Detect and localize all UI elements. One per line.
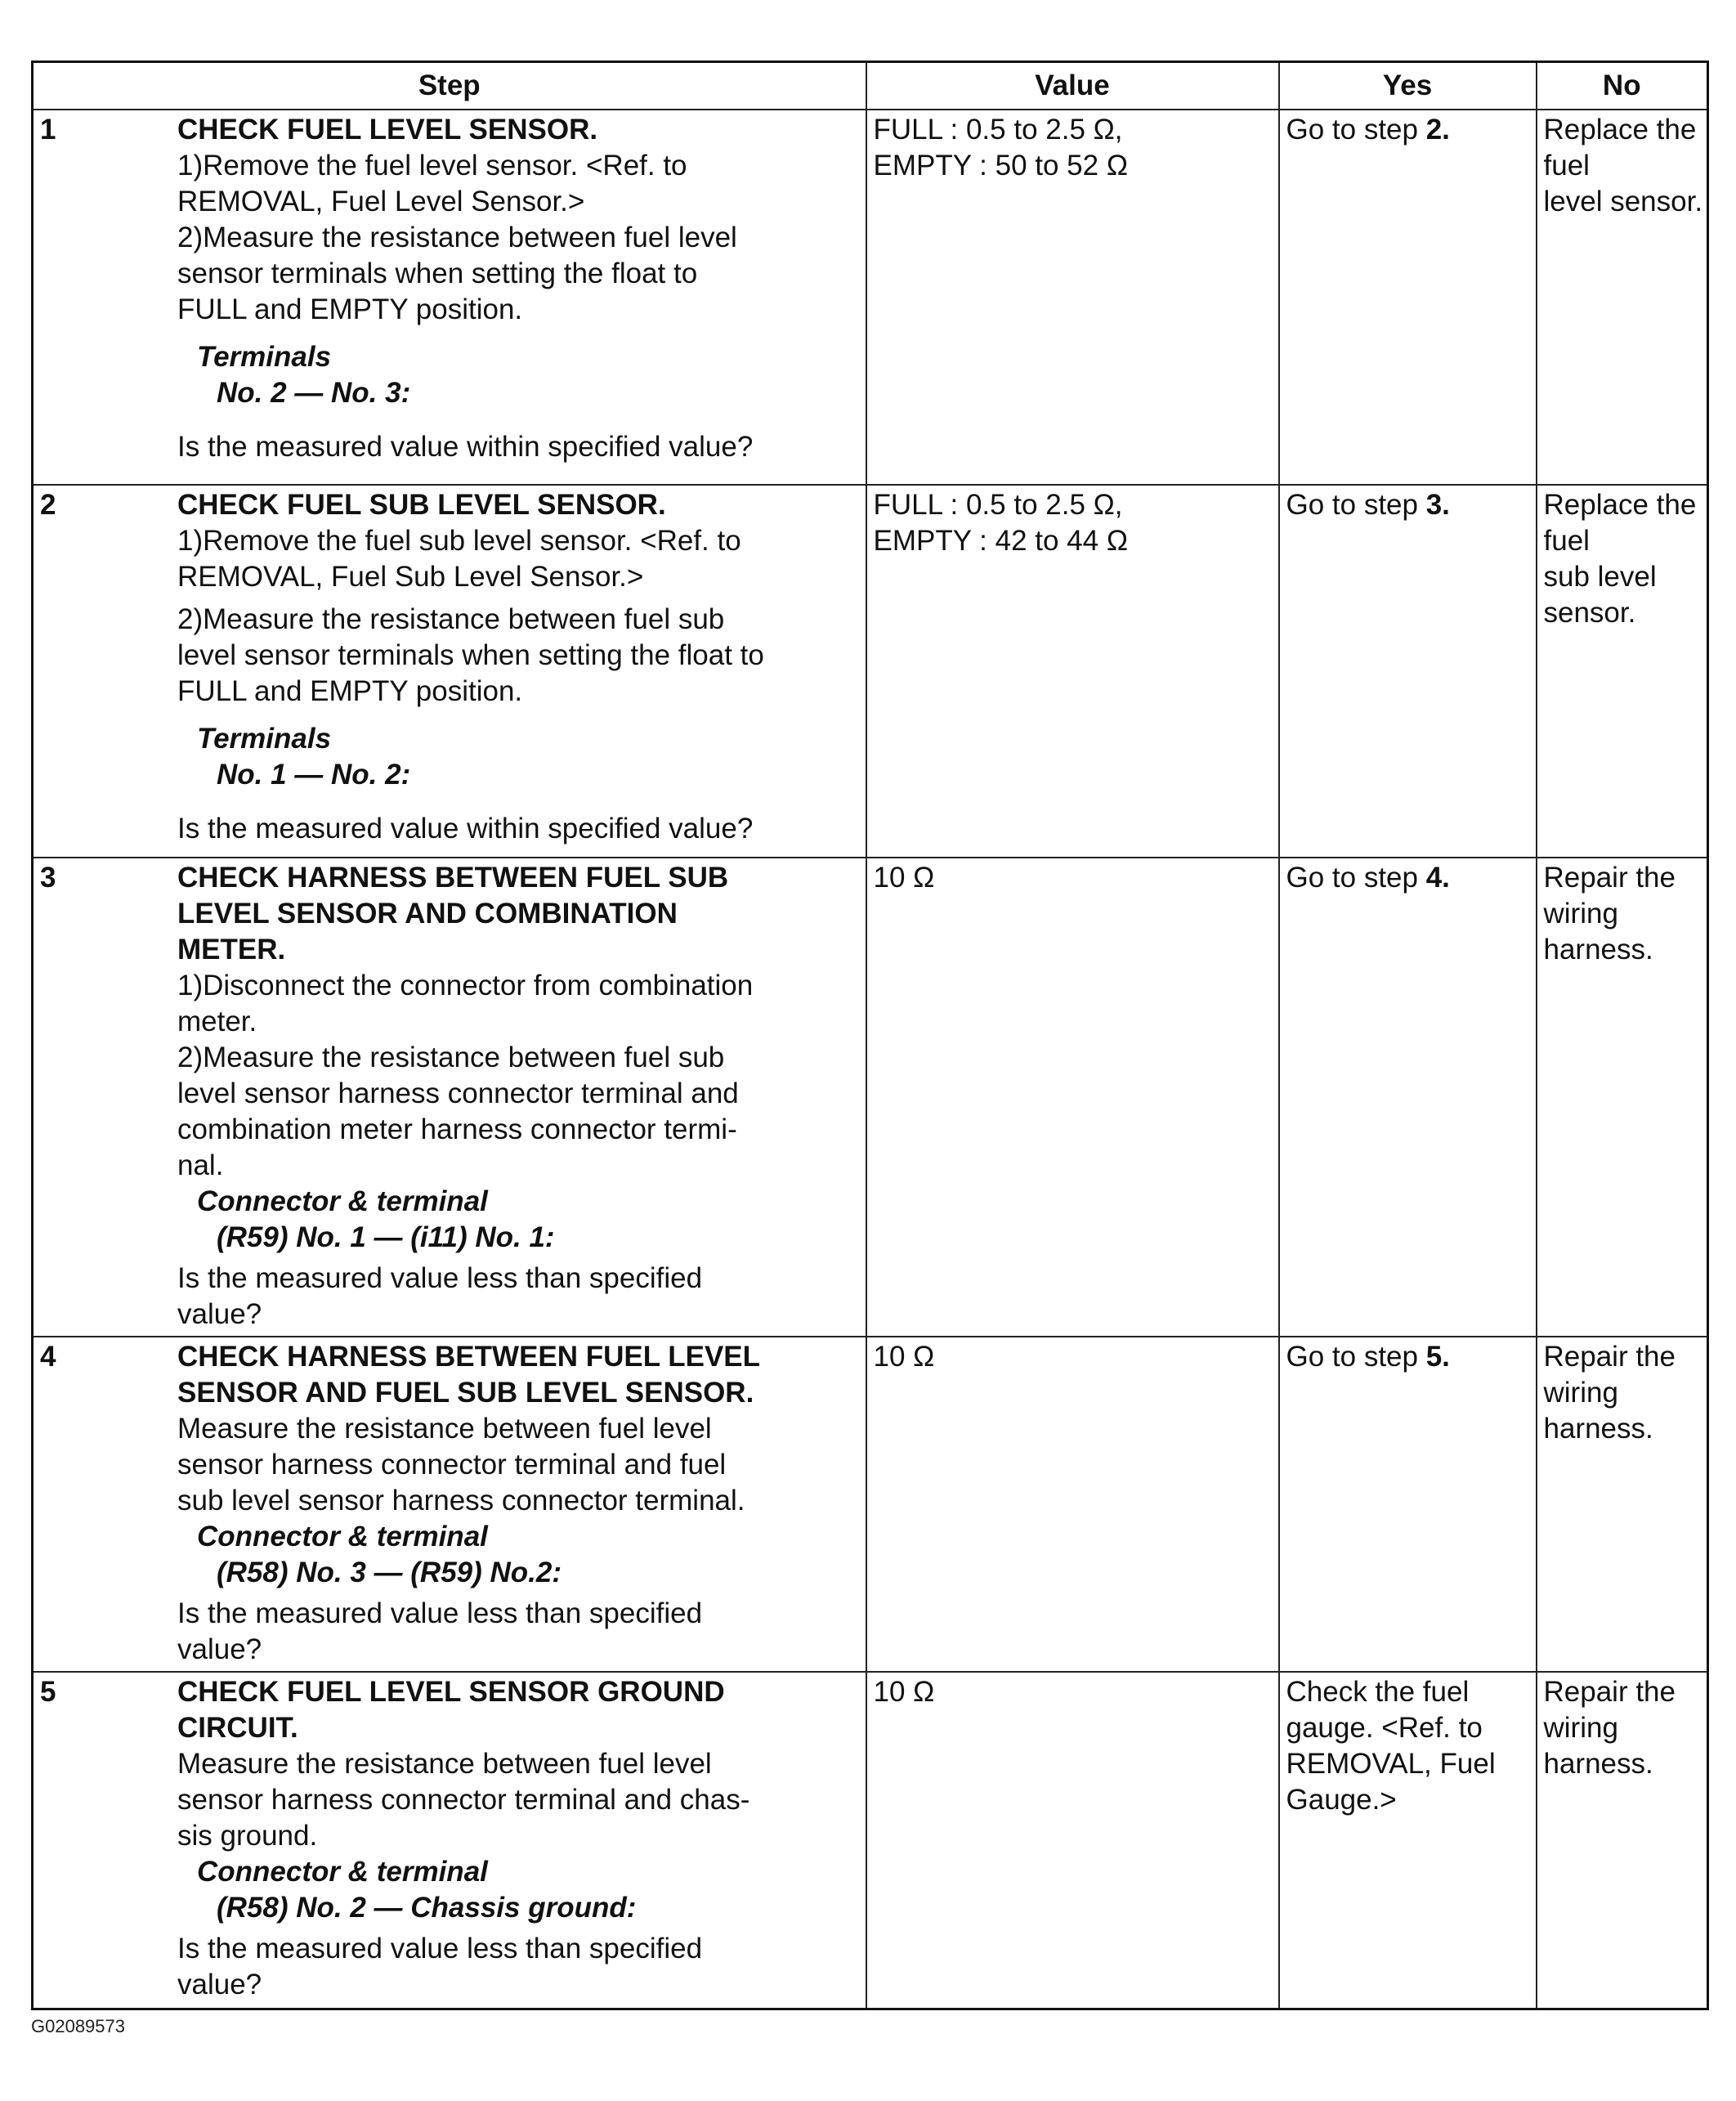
spec-label: Connector & terminal — [197, 1521, 488, 1552]
table-header-row — [33, 62, 1708, 110]
step-question: Is the measured value within specified value? — [177, 431, 754, 463]
no-text: level sensor. — [1543, 186, 1703, 217]
yes-text: Go to step — [1286, 1341, 1426, 1373]
step-text: Measure the resistance between fuel level — [177, 1748, 712, 1780]
no-text: Repair the wiring — [1543, 862, 1676, 930]
yes-step-ref: 3. — [1425, 489, 1450, 521]
step-text: 2)Measure the resistance between fuel level — [177, 222, 737, 253]
step-text: meter. — [177, 1006, 257, 1037]
step-title: CHECK FUEL LEVEL SENSOR. — [177, 114, 598, 146]
yes-step-ref: 5. — [1425, 1341, 1450, 1373]
value-cell — [866, 858, 1279, 1337]
table-row — [33, 485, 1708, 858]
step-question: Is the measured value less than specified — [177, 1597, 703, 1629]
spec-value: No. 1 — No. 2: — [217, 759, 411, 791]
header-step: Step — [33, 62, 866, 110]
step-question: value? — [177, 1969, 262, 2000]
yes-text: Go to step — [1286, 114, 1426, 146]
yes-step-ref: 4. — [1425, 862, 1450, 894]
no-text: harness. — [1543, 1413, 1653, 1445]
yes-cell — [1279, 110, 1537, 485]
spec-label: Connector & terminal — [197, 1856, 488, 1888]
figure-id: G02089573 — [31, 2016, 125, 2036]
spec-label: Connector & terminal — [197, 1185, 488, 1217]
step-text: Measure the resistance between fuel level — [177, 1413, 712, 1445]
yes-text: Check the fuel — [1286, 1676, 1470, 1708]
value-cell — [866, 110, 1279, 485]
step-text: sensor harness connector terminal and chas- — [177, 1784, 750, 1816]
value-text: FULL : 0.5 to 2.5 Ω, — [873, 489, 1123, 521]
step-title: SENSOR AND FUEL SUB LEVEL SENSOR. — [177, 1377, 754, 1409]
step-text: REMOVAL, Fuel Sub Level Sensor.> — [177, 561, 644, 593]
yes-text: Go to step — [1286, 862, 1426, 894]
spec-value: (R58) No. 2 — Chassis ground: — [217, 1892, 637, 1924]
yes-text: gauge. <Ref. to — [1286, 1712, 1483, 1744]
step-cell — [33, 485, 866, 858]
no-cell — [1537, 1672, 1708, 2009]
step-text: sensor terminals when setting the float to — [177, 258, 698, 289]
step-title: METER. — [177, 934, 286, 965]
step-title: CHECK HARNESS BETWEEN FUEL LEVEL — [177, 1341, 761, 1373]
yes-text: REMOVAL, Fuel — [1286, 1748, 1496, 1780]
step-title: CHECK HARNESS BETWEEN FUEL SUB — [177, 862, 729, 894]
step-text: level sensor harness connector terminal and — [177, 1077, 739, 1109]
step-text: sub level sensor harness connector terminal. — [177, 1485, 745, 1516]
step-text: 2)Measure the resistance between fuel sub — [177, 1042, 725, 1073]
step-number: 3 — [40, 862, 56, 894]
no-text: sub level sensor. — [1543, 561, 1657, 629]
step-text: level sensor terminals when setting the float to — [177, 639, 764, 671]
table-row — [33, 110, 1708, 485]
step-title: CIRCUIT. — [177, 1712, 298, 1744]
step-text: 2)Measure the resistance between fuel sub — [177, 603, 725, 635]
step-text: combination meter harness connector termi- — [177, 1113, 737, 1145]
step-text: 1)Remove the fuel level sensor. <Ref. to — [177, 150, 687, 181]
value-cell — [866, 485, 1279, 858]
step-title: CHECK FUEL LEVEL SENSOR GROUND — [177, 1676, 725, 1708]
step-question: Is the measured value less than specified — [177, 1933, 703, 1964]
no-text: Replace the fuel — [1543, 114, 1697, 181]
yes-cell — [1279, 1337, 1537, 1672]
step-text: sis ground. — [177, 1820, 318, 1852]
header-no: No — [1537, 62, 1708, 110]
step-title: LEVEL SENSOR AND COMBINATION — [177, 898, 678, 930]
step-question: Is the measured value less than specified — [177, 1262, 703, 1294]
spec-label: Terminals — [197, 723, 332, 755]
header-value: Value — [866, 62, 1279, 110]
yes-text: Gauge.> — [1286, 1784, 1397, 1816]
step-text: 1)Remove the fuel sub level sensor. <Ref. to — [177, 525, 741, 557]
no-cell — [1537, 485, 1708, 858]
step-text: sensor harness connector terminal and fuel — [177, 1449, 727, 1481]
yes-step-ref: 2. — [1425, 114, 1450, 146]
diagnostic-table — [31, 60, 1709, 2010]
step-text: FULL and EMPTY position. — [177, 293, 523, 325]
table-row — [33, 1337, 1708, 1672]
value-text: EMPTY : 50 to 52 Ω — [873, 150, 1128, 181]
step-title: CHECK FUEL SUB LEVEL SENSOR. — [177, 489, 666, 521]
value-text: 10 Ω — [873, 1676, 935, 1708]
header-yes: Yes — [1279, 62, 1537, 110]
no-text: Repair the wiring — [1543, 1676, 1676, 1744]
no-text: Repair the wiring — [1543, 1341, 1676, 1409]
spec-value: (R58) No. 3 — (R59) No.2: — [217, 1557, 562, 1588]
step-text: nal. — [177, 1149, 224, 1181]
yes-cell — [1279, 485, 1537, 858]
step-text: FULL and EMPTY position. — [177, 675, 523, 707]
step-cell — [33, 858, 866, 1337]
yes-cell — [1279, 1672, 1537, 2009]
no-cell — [1537, 1337, 1708, 1672]
table-row — [33, 1672, 1708, 2009]
no-text: Replace the fuel — [1543, 489, 1697, 557]
step-number: 1 — [40, 114, 56, 146]
spec-value: No. 2 — No. 3: — [217, 377, 411, 409]
step-question: value? — [177, 1298, 262, 1330]
yes-text: Go to step — [1286, 489, 1426, 521]
step-cell — [33, 1672, 866, 2009]
step-text: REMOVAL, Fuel Level Sensor.> — [177, 186, 585, 217]
value-text: FULL : 0.5 to 2.5 Ω, — [873, 114, 1123, 146]
step-text: 1)Disconnect the connector from combination — [177, 970, 754, 1001]
value-text: 10 Ω — [873, 862, 935, 894]
step-question: value? — [177, 1633, 262, 1665]
step-number: 2 — [40, 489, 56, 521]
value-text: 10 Ω — [873, 1341, 935, 1373]
value-cell — [866, 1672, 1279, 2009]
no-text: harness. — [1543, 934, 1653, 965]
spec-label: Terminals — [197, 341, 332, 373]
value-cell — [866, 1337, 1279, 1672]
value-text: EMPTY : 42 to 44 Ω — [873, 525, 1128, 557]
spec-value: (R59) No. 1 — (i11) No. 1: — [217, 1221, 555, 1253]
no-text: harness. — [1543, 1748, 1653, 1780]
yes-cell — [1279, 858, 1537, 1337]
table-row — [33, 858, 1708, 1337]
no-cell — [1537, 110, 1708, 485]
no-cell — [1537, 858, 1708, 1337]
step-cell — [33, 110, 866, 485]
step-number: 4 — [40, 1341, 56, 1373]
step-question: Is the measured value within specified value? — [177, 813, 754, 844]
step-cell — [33, 1337, 866, 1672]
step-number: 5 — [40, 1676, 56, 1708]
